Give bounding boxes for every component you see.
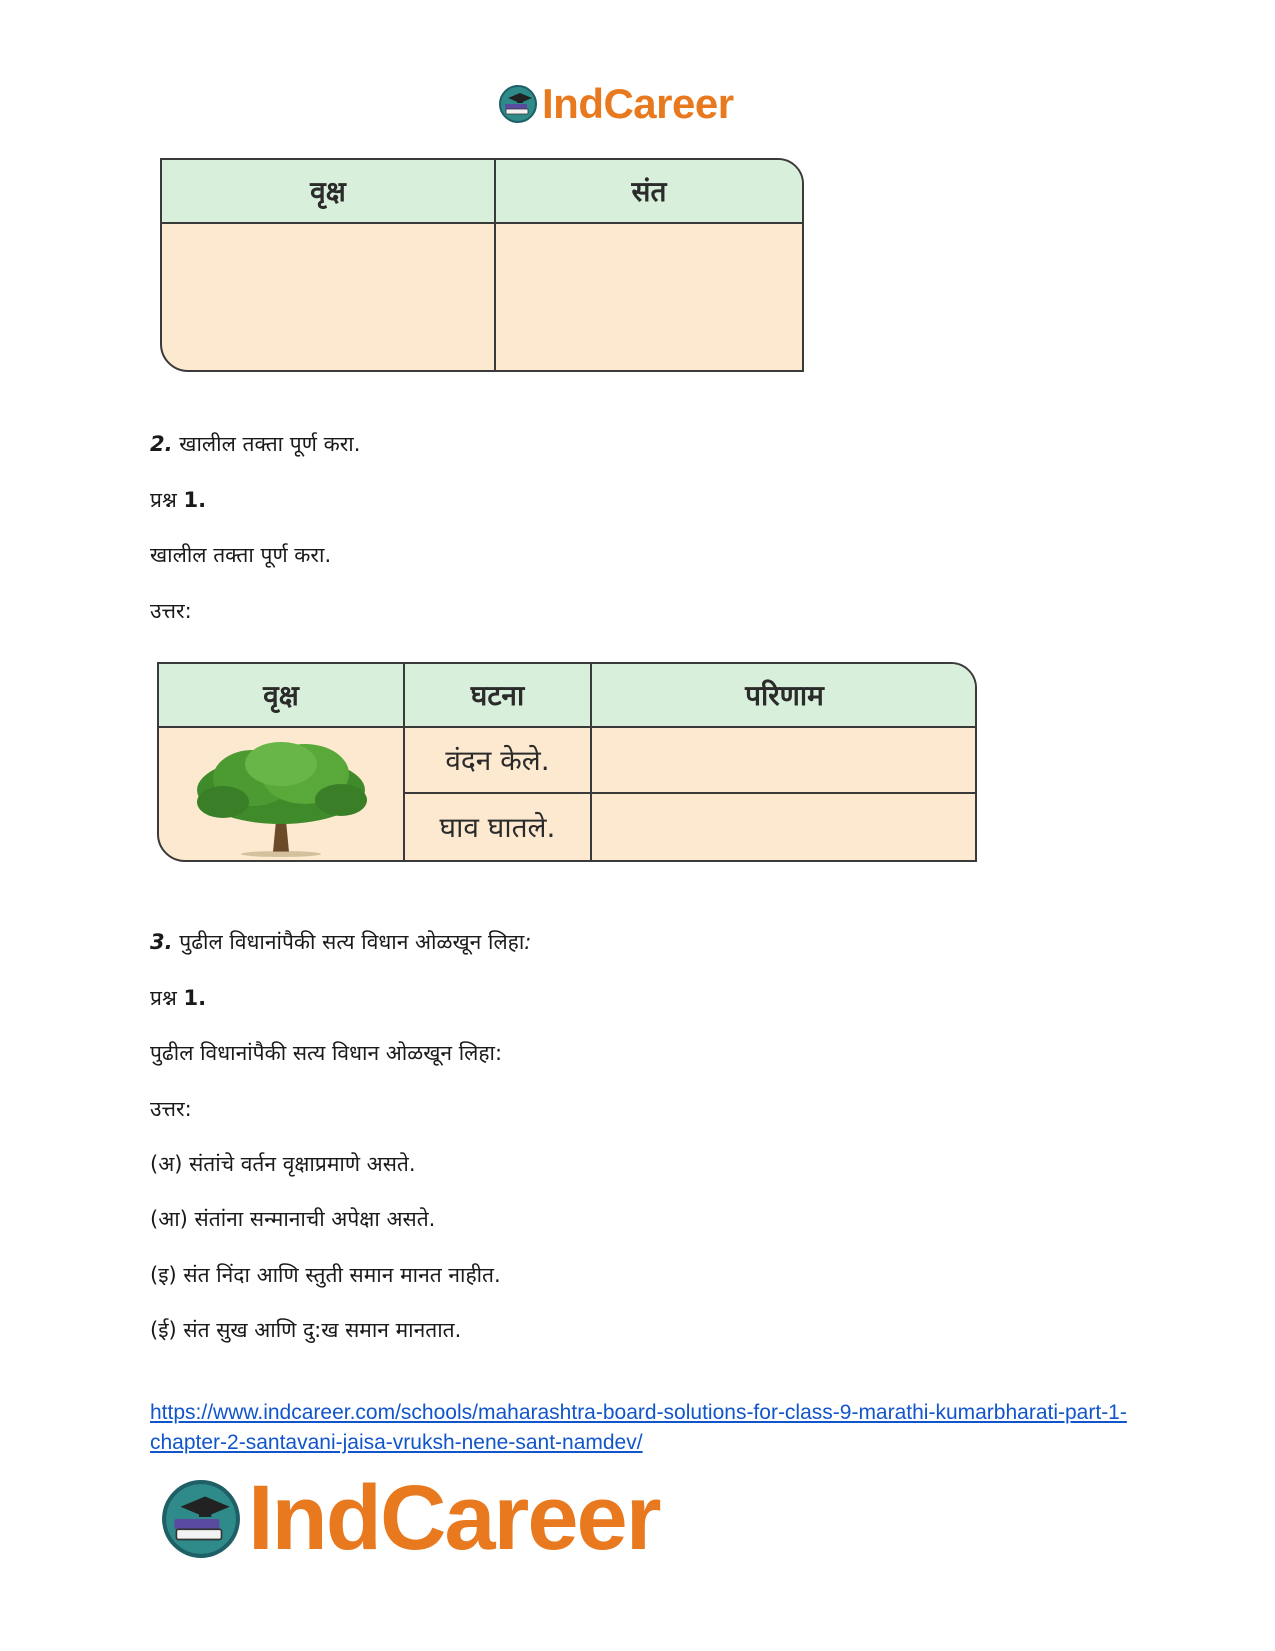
event-bow: वंदन केले.: [445, 744, 550, 777]
q2-heading: [150, 430, 360, 458]
book-globe-icon: [160, 1478, 242, 1560]
logo-text: IndCareer: [248, 1467, 660, 1569]
source-link[interactable]: https://www.indcareer.com/schools/maharashtra-board-solutions-for-class-9-marathi-kumarbharati-part-1-chapter-2-santavani-jaisa-vruksh-nene-sant-namdev/: [150, 1401, 1127, 1454]
q3-question-label: [150, 984, 206, 1012]
option-aa: (आ) संतांना सन्मानाची अपेक्षा असते.: [150, 1207, 436, 1231]
logo-text: IndCareer: [542, 80, 734, 127]
q3-heading-text: पुढील विधानांपैकी सत्य विधान ओळखून लिहा: [179, 930, 525, 954]
header-event: घटना: [470, 679, 525, 712]
tree-image: [193, 740, 369, 858]
indcareer-logo-bottom[interactable]: [160, 1466, 660, 1571]
question-number: 1.: [183, 488, 207, 512]
q3-question-text: पुढील विधानांपैकी सत्य विधान ओळखून लिहा:: [150, 1041, 503, 1065]
q2-number: 2.: [150, 432, 173, 456]
option-i: (इ) संत निंदा आणि स्तुती समान मानत नाहीत.: [150, 1263, 501, 1287]
indcareer-logo-top[interactable]: [498, 80, 734, 128]
q2-answer-label: उत्तर:: [150, 599, 192, 623]
q3-number: 3.: [150, 930, 173, 954]
q2-question-label: [150, 486, 206, 514]
option-a: (अ) संतांचे वर्तन वृक्षाप्रमाणे असते.: [150, 1152, 416, 1176]
header-tree: वृक्ष: [263, 679, 299, 712]
question-label: प्रश्न: [150, 986, 177, 1010]
q3-heading: [150, 928, 531, 956]
header-result: परिणाम: [745, 679, 824, 712]
tree-event-result-table: [157, 662, 977, 862]
header-tree: वृक्ष: [310, 175, 346, 208]
q3-heading-colon: :: [524, 930, 532, 954]
q3-answer-label: उत्तर:: [150, 1097, 192, 1121]
book-globe-icon: [498, 84, 538, 124]
tree-saint-table: [160, 158, 804, 372]
option-ii: (ई) संत सुख आणि दु:ख समान मानतात.: [150, 1318, 462, 1342]
question-label: प्रश्न: [150, 488, 177, 512]
event-strike: घाव घातले.: [439, 811, 556, 844]
header-saint: संत: [631, 175, 667, 208]
question-number: 1.: [183, 986, 207, 1010]
q2-heading-text: खालील तक्ता पूर्ण करा.: [179, 432, 361, 456]
q2-question-text: खालील तक्ता पूर्ण करा.: [150, 543, 332, 567]
